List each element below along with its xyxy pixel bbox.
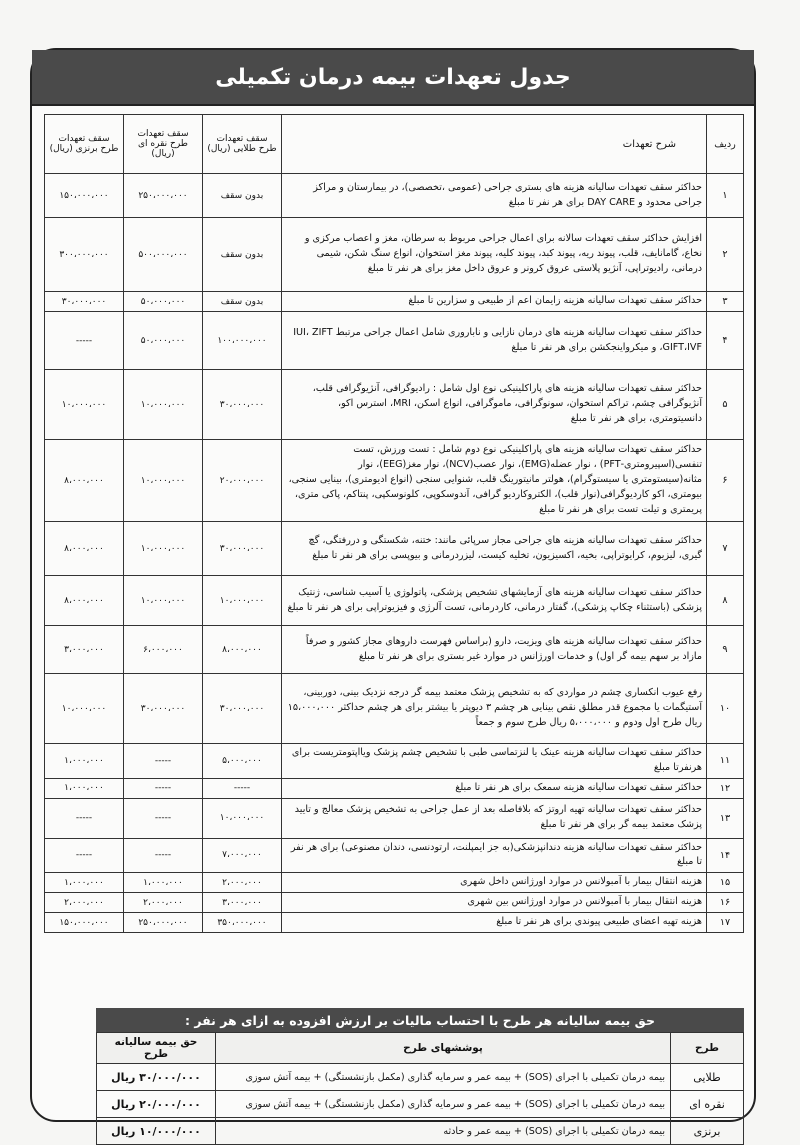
gold-value: بدون سقف [203, 292, 282, 312]
silver-value: ۲۵۰،۰۰۰،۰۰۰ [124, 174, 203, 218]
header-bronze: سقف تعهدات طرح برنزی (ریال) [45, 115, 124, 174]
bronze-value: ۲،۰۰۰،۰۰۰ [45, 893, 124, 913]
plan-coverage: بیمه درمان تکمیلی با اجرای (SOS) + بیمه عمر و حادثه [216, 1118, 671, 1145]
row-number: ۵ [707, 370, 744, 440]
document-page [30, 48, 756, 1138]
table-row [45, 292, 744, 312]
header-description: شرح تعهدات [282, 115, 707, 174]
premium-title: حق بیمه سالیانه هر طرح با احتساب مالیات بر ارزش افزوده به ازای هر نفر : [96, 1008, 744, 1032]
row-description: افزایش حداکثر سقف تعهدات سالانه برای اعمال جراحی مربوط به سرطان، مغز و اعصاب مرکزی و نخاع، گامانایف، قلب، پیوند ریه، پیوند کبد، پیوند کلیه، پیوند مغز استخوان، انواع سنگ شکن، شیمی درمانی، رادیوتراپی، آنژیو پلاستی عروق کرونر و عروق داخل مغز برای هر نفر تا مبلغ [282, 218, 707, 292]
row-number: ۹ [707, 626, 744, 674]
row-description: حداکثر سقف تعهدات سالیانه هزینه سمعک برای هر نفر تا مبلغ [282, 778, 707, 798]
silver-value: ۲۵۰،۰۰۰،۰۰۰ [124, 913, 203, 933]
bronze-value: ۱۰،۰۰۰،۰۰۰ [45, 370, 124, 440]
table-row [45, 312, 744, 370]
table-row [45, 626, 744, 674]
silver-value: ۱۰،۰۰۰،۰۰۰ [124, 440, 203, 522]
row-description: حداکثر سقف تعهدات سالیانه هزینه های آزمایشهای تشخیص پزشکی، پاتولوژی یا آسیب شناسی، ژنتیک پزشکی (باستثناء چکاپ پزشکی)، گفتار درمانی، کاردرمانی، تست آلرژی و فیزیوتراپی برای هر نفر تا مبلغ [282, 576, 707, 626]
silver-value: ۵۰،۰۰۰،۰۰۰ [124, 312, 203, 370]
row-number: ۱۳ [707, 798, 744, 838]
gold-value: ۲۰،۰۰۰،۰۰۰ [203, 440, 282, 522]
row-description: حداکثر سقف تعهدات سالیانه هزینه زایمان اعم از طبیعی و سزارین تا مبلغ [282, 292, 707, 312]
gold-value: ۱۰۰،۰۰۰،۰۰۰ [203, 312, 282, 370]
bronze-value: ۱۵۰،۰۰۰،۰۰۰ [45, 913, 124, 933]
premium-table [96, 1032, 744, 1145]
table-row [45, 440, 744, 522]
bronze-value: ۸،۰۰۰،۰۰۰ [45, 440, 124, 522]
row-number: ۷ [707, 522, 744, 576]
row-number: ۱۰ [707, 674, 744, 744]
gold-value: ۱۰،۰۰۰،۰۰۰ [203, 576, 282, 626]
plan-name: برنزی [671, 1118, 744, 1145]
row-description: حداکثر سقف تعهدات سالیانه هزینه های ویزیت، دارو (براساس فهرست داروهای مجاز کشور و صرفاً مازاد بر سهم بیمه گر اول) و خدمات اورژانس در موارد غیر بستری برای هر نفر تا مبلغ [282, 626, 707, 674]
silver-value: ۱،۰۰۰،۰۰۰ [124, 873, 203, 893]
gold-value: ۳۰،۰۰۰،۰۰۰ [203, 522, 282, 576]
row-description: رفع عیوب انکساری چشم در مواردی که به تشخیص پزشک معتمد بیمه گر درجه نزدیک بینی، دوربینی، آستیگمات یا مجموع قدر مطلق نقص بینایی هر چشم ۳ دیوپتر یا بیشتر برای هر چشم حداکثر ۱۵،۰۰۰،۰۰۰ ریال طرح اول ودوم و ۵،۰۰۰،۰۰۰ ریال طرح سوم و جمعاً [282, 674, 707, 744]
table-row [45, 674, 744, 744]
bronze-value: ۸،۰۰۰،۰۰۰ [45, 576, 124, 626]
row-number: ۶ [707, 440, 744, 522]
table-row [45, 798, 744, 838]
silver-value: ۵۰۰،۰۰۰،۰۰۰ [124, 218, 203, 292]
table-row [45, 576, 744, 626]
title-banner [32, 50, 754, 106]
row-description: حداکثر سقف تعهدات سالیانه تهیه اروتز که بلافاصله بعد از عمل جراحی به تشخیص پزشک معالج و تایید پزشک معتمد بیمه گر برای هر نفر تا مبلغ [282, 798, 707, 838]
silver-value: ----- [124, 838, 203, 873]
row-description: حداکثر سقف تعهدات سالیانه هزینه های پاراکلینیکی نوع اول شامل : رادیوگرافی، آنژیوگرافی قلب، آنژیوگرافی چشم، تراکم استخوان، سونوگرافی، ماموگرافی، انواع اسکن، MRI، استرس اکو، دانسیتومتری، برای هر نفر تا مبلغ [282, 370, 707, 440]
silver-value: ----- [124, 798, 203, 838]
gold-value: ۸،۰۰۰،۰۰۰ [203, 626, 282, 674]
row-description: حداکثر سقف تعهدات سالیانه هزینه عینک یا لنزتماسی طبی با تشخیص چشم پزشک ویااپتومتریست برای هرنفرتا مبلغ [282, 744, 707, 779]
row-description: حداکثر سقف تعهدات سالیانه هزینه های درمان نازایی و ناباروری شامل اعمال جراحی مرتبط IUI، ZIFT ،GIFT،IVF و میکرواینجکشن برای هر نفر تا مبلغ [282, 312, 707, 370]
row-number: ۲ [707, 218, 744, 292]
gold-value: ----- [203, 778, 282, 798]
silver-value: ۱۰،۰۰۰،۰۰۰ [124, 370, 203, 440]
premium-section [96, 1008, 744, 1145]
table-row [45, 522, 744, 576]
row-number: ۱۴ [707, 838, 744, 873]
coverage-table-body [45, 174, 744, 933]
row-description: حداکثر سقف تعهدات سالیانه هزینه دندانپزشکی(به جز ایمپلنت، ارتودنسی، دندان مصنوعی) برای هر نفر تا مبلغ [282, 838, 707, 873]
row-number: ۱۲ [707, 778, 744, 798]
gold-value: بدون سقف [203, 174, 282, 218]
table-row [45, 873, 744, 893]
plan-premium: ۳۰/۰۰۰/۰۰۰ ریال [97, 1064, 216, 1091]
premium-header-amount: حق بیمه سالیانه طرح [97, 1033, 216, 1064]
plan-premium: ۱۰/۰۰۰/۰۰۰ ریال [97, 1118, 216, 1145]
row-number: ۱۵ [707, 873, 744, 893]
row-number: ۱۶ [707, 893, 744, 913]
bronze-value: ۱،۰۰۰،۰۰۰ [45, 778, 124, 798]
bronze-value: ۸،۰۰۰،۰۰۰ [45, 522, 124, 576]
gold-value: ۷،۰۰۰،۰۰۰ [203, 838, 282, 873]
row-description: هزینه تهیه اعضای طبیعی پیوندی برای هر نفر تا مبلغ [282, 913, 707, 933]
premium-row [97, 1091, 744, 1118]
bronze-value: ----- [45, 838, 124, 873]
plan-coverage: بیمه درمان تکمیلی با اجرای (SOS) + بیمه عمر و سرمایه گذاری (مکمل بازنشستگی) + بیمه آتش سوزی [216, 1091, 671, 1118]
header-gold: سقف تعهدات طرح طلایی (ریال) [203, 115, 282, 174]
gold-value: ۳،۰۰۰،۰۰۰ [203, 893, 282, 913]
row-number: ۱ [707, 174, 744, 218]
coverage-table-header [45, 115, 744, 174]
bronze-value: ۳۰۰،۰۰۰،۰۰۰ [45, 218, 124, 292]
bronze-value: ۱،۰۰۰،۰۰۰ [45, 873, 124, 893]
silver-value: ۶،۰۰۰،۰۰۰ [124, 626, 203, 674]
silver-value: ----- [124, 744, 203, 779]
row-description: حداکثر سقف تعهدات سالیانه هزینه های پاراکلینیکی نوع دوم شامل : تست ورزش، تست تنفسی(اسپیرومتری-PFT) ، نوار عضله(EMG)، نوار عصب(NCV)، نوار مغز(EEG)، نوار مثانه(سیستومتری یا سیستوگرام)، هولتر مانیتورینگ قلب، شنوایی سنجی (انواع ادیومتری)، بینایی سنجی، بیومتری، اکو کاردیوگرافی(نوار قلب)، الکتروکاردیو گرافی، آندوسکوپی، کلونوسکپی، پنتاکم، پاکی متری، پریمتری و تیلت تست برای هر نفر تا مبلغ [282, 440, 707, 522]
silver-value: ۲،۰۰۰،۰۰۰ [124, 893, 203, 913]
gold-value: ۳۰،۰۰۰،۰۰۰ [203, 370, 282, 440]
row-description: هزینه انتقال بیمار با آمبولانس در موارد اورژانس بین شهری [282, 893, 707, 913]
silver-value: ۳۰،۰۰۰،۰۰۰ [124, 674, 203, 744]
bronze-value: ۳،۰۰۰،۰۰۰ [45, 626, 124, 674]
row-number: ۸ [707, 576, 744, 626]
premium-table-header [97, 1033, 744, 1064]
premium-table-body [97, 1064, 744, 1145]
bronze-value: ۳۰،۰۰۰،۰۰۰ [45, 292, 124, 312]
row-number: ۱۷ [707, 913, 744, 933]
page-title: جدول تعهدات بیمه درمان تکمیلی [215, 64, 571, 90]
bronze-value: ----- [45, 312, 124, 370]
silver-value: ----- [124, 778, 203, 798]
silver-value: ۵۰،۰۰۰،۰۰۰ [124, 292, 203, 312]
silver-value: ۱۰،۰۰۰،۰۰۰ [124, 576, 203, 626]
gold-value: ۳۵۰،۰۰۰،۰۰۰ [203, 913, 282, 933]
bronze-value: ۱،۰۰۰،۰۰۰ [45, 744, 124, 779]
bronze-value: ۱۵۰،۰۰۰،۰۰۰ [45, 174, 124, 218]
gold-value: ۲،۰۰۰،۰۰۰ [203, 873, 282, 893]
header-row-number: ردیف [707, 115, 744, 174]
table-row [45, 370, 744, 440]
table-row [45, 838, 744, 873]
table-row [45, 893, 744, 913]
row-number: ۴ [707, 312, 744, 370]
gold-value: ۵،۰۰۰،۰۰۰ [203, 744, 282, 779]
gold-value: بدون سقف [203, 218, 282, 292]
premium-row [97, 1064, 744, 1091]
silver-value: ۱۰،۰۰۰،۰۰۰ [124, 522, 203, 576]
row-description: حداکثر سقف تعهدات سالیانه هزینه های بستری جراحی (عمومی ،تخصصی)، در بیمارستان و مراکز جراحی محدود و DAY CARE برای هر نفر تا مبلغ [282, 174, 707, 218]
plan-name: نقره ای [671, 1091, 744, 1118]
plan-name: طلایی [671, 1064, 744, 1091]
premium-row [97, 1118, 744, 1145]
plan-premium: ۲۰/۰۰۰/۰۰۰ ریال [97, 1091, 216, 1118]
table-row [45, 913, 744, 933]
coverage-table [44, 114, 744, 933]
table-row [45, 174, 744, 218]
bronze-value: ----- [45, 798, 124, 838]
gold-value: ۱۰،۰۰۰،۰۰۰ [203, 798, 282, 838]
table-row [45, 778, 744, 798]
row-description: هزینه انتقال بیمار با آمبولانس در موارد اورژانس داخل شهری [282, 873, 707, 893]
table-row [45, 744, 744, 779]
row-number: ۳ [707, 292, 744, 312]
bronze-value: ۱۰،۰۰۰،۰۰۰ [45, 674, 124, 744]
premium-header-plan: طرح [671, 1033, 744, 1064]
premium-header-coverage: پوششهای طرح [216, 1033, 671, 1064]
gold-value: ۳۰،۰۰۰،۰۰۰ [203, 674, 282, 744]
row-description: حداکثر سقف تعهدات سالیانه هزینه های جراحی مجاز سرپائی مانند: ختنه، شکستگی و دررفتگی، گچ گیری، لیزیوم، کرایوتراپی، بخیه، اکسیزیون، تخلیه کیست، لیزردرمانی و بیوپسی برای هر نفر تا مبلغ [282, 522, 707, 576]
header-silver: سقف تعهدات طرح نقره ای (ریال) [124, 115, 203, 174]
row-number: ۱۱ [707, 744, 744, 779]
plan-coverage: بیمه درمان تکمیلی با اجرای (SOS) + بیمه عمر و سرمایه گذاری (مکمل بازنشستگی) + بیمه آتش سوزی [216, 1064, 671, 1091]
table-row [45, 218, 744, 292]
